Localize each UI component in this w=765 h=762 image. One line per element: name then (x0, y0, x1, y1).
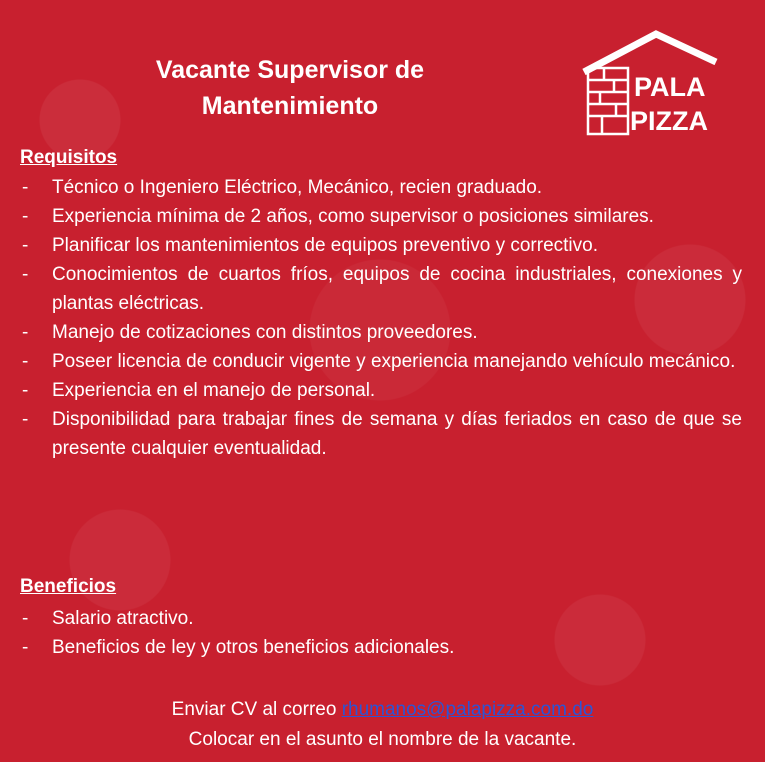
list-item: - Disponibilidad para trabajar fines de semana y días feriados en caso de que se presente cualquier eventualidad. (20, 405, 742, 463)
list-item: - Manejo de cotizaciones con distintos proveedores. (20, 318, 742, 347)
brick-wall-icon (588, 68, 628, 134)
pala-pizza-logo (580, 28, 720, 140)
send-cv-line (0, 695, 765, 725)
benefits-list (20, 604, 742, 662)
list-item: - Técnico o Ingeniero Eléctrico, Mecánico, recien graduado. (20, 173, 742, 202)
send-cv-text: Enviar CV al correo (171, 699, 342, 720)
list-item: - Poseer licencia de conducir vigente y experiencia manejando vehículo mecánico. (20, 347, 742, 376)
requirements-list (20, 173, 742, 463)
contact-footer (0, 695, 765, 755)
logo-word-1: PALA (634, 72, 706, 102)
logo-word-2: PIZZA (630, 106, 708, 136)
list-item: - Experiencia mínima de 2 años, como supervisor o posiciones similares. (20, 202, 742, 231)
subject-instruction: Colocar en el asunto el nombre de la vacante. (188, 729, 577, 750)
page-title (100, 52, 480, 124)
list-item: - Salario atractivo. (20, 604, 742, 633)
email-link[interactable]: rhumanos@palapizza.com.do (341, 699, 594, 720)
list-item: - Conocimientos de cuartos fríos, equipos de cocina industriales, conexiones y plantas eléctricas. (20, 260, 742, 318)
title-line-1: Vacante Supervisor de (155, 56, 425, 84)
benefits-heading: Beneficios (20, 576, 117, 597)
list-item: - Experiencia en el manejo de personal. (20, 376, 742, 405)
title-line-2: Mantenimiento (201, 92, 379, 120)
list-item: - Planificar los mantenimientos de equipos preventivo y correctivo. (20, 231, 742, 260)
requirements-heading: Requisitos (20, 147, 118, 168)
list-item: - Beneficios de ley y otros beneficios adicionales. (20, 633, 742, 662)
